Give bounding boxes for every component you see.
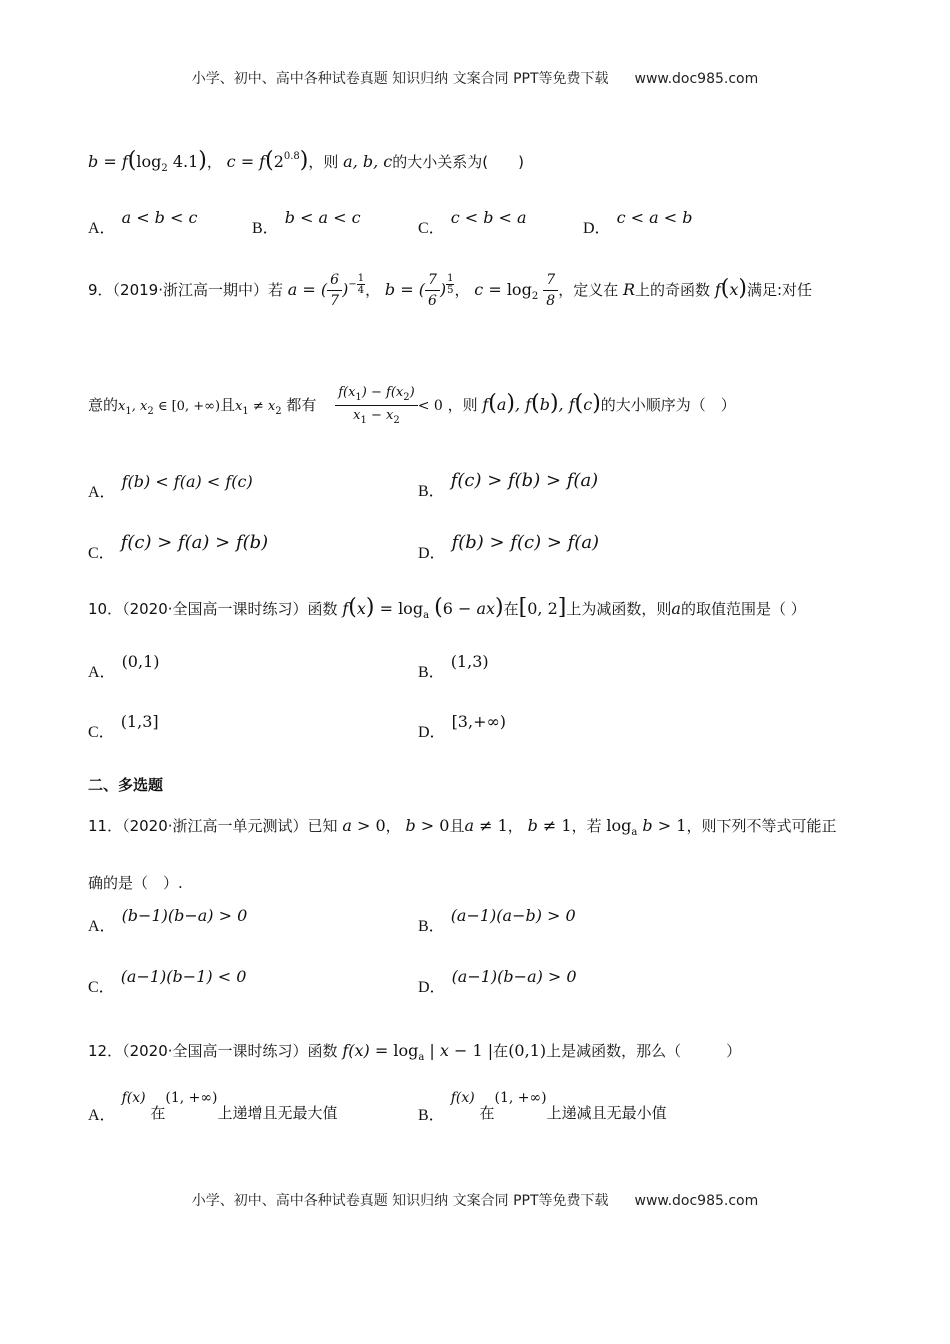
q12-option-b[interactable] — [418, 1090, 667, 1125]
option-expr: f(c) > f(a) > f(b) — [120, 532, 269, 553]
q12-stem — [88, 1040, 741, 1063]
question-number: 10． — [88, 600, 123, 618]
q8-tail: 的大小关系为( ) — [392, 153, 524, 171]
q8-option-c[interactable] — [418, 208, 527, 238]
text-qie: 且 — [220, 396, 236, 414]
q10-a: a — [671, 599, 681, 618]
q8-stem: $b = f(\log_2$ 4.1)， $c = f(2^{0.8})$，则 a, b, c的大小关系为( ) — [88, 148, 524, 174]
q11-option-d[interactable] — [418, 967, 577, 997]
text-zai: 在 — [493, 1042, 509, 1060]
option-label: C． — [88, 979, 115, 996]
text-douyou: 都有 — [286, 396, 317, 414]
option-expr: (a−1)(a−b) > 0 — [450, 906, 576, 925]
section-title: 二、多选题 — [88, 776, 164, 794]
q9-option-a[interactable] — [88, 472, 253, 502]
option-text: 上递增且无最大值 — [217, 1104, 338, 1122]
option-label: D． — [418, 724, 446, 741]
q12-option-a[interactable] — [88, 1090, 338, 1125]
option-expr: (1,3) — [450, 652, 489, 671]
option-label: B． — [252, 220, 279, 237]
question-source: （2020·浙江高一单元测试） — [122, 817, 308, 835]
option-label: A． — [88, 918, 116, 935]
option-interval: (1, +∞) — [494, 1090, 547, 1106]
question-source: （2019·浙江高一期中） — [112, 281, 268, 299]
option-expr: [3,+∞) — [451, 712, 507, 731]
option-expr: c < a < b — [616, 208, 693, 227]
header-text: 小学、初中、高中各种试卷真题 知识归纳 文案合同 PPT等免费下载 — [191, 71, 609, 87]
text-order: 的大小顺序为（ ） — [600, 396, 736, 414]
q8-b-expr: $b = f(\log_2$ 4.1) — [88, 148, 207, 174]
option-label: B． — [418, 918, 445, 935]
q9-fabc: f(a), f(b), f(c) — [482, 391, 601, 416]
q12-function: $f(x) = \log_a$ | x − 1 | — [342, 1041, 494, 1063]
q8-c-expr: $c = f(2^{0.8})$ — [226, 148, 309, 173]
option-expr: (b−1)(b−a) > 0 — [121, 906, 248, 925]
q9-domain: $x_1$, $x_2$ ∈ [0, +∞) — [118, 399, 221, 417]
text-decreasing: 上为减函数，则 — [566, 600, 672, 618]
q10-stem — [88, 595, 806, 621]
q9-lt-zero: < 0 — [417, 398, 443, 414]
option-label: D． — [583, 220, 611, 237]
option-label: A． — [88, 484, 116, 501]
option-expr: f(c) > f(b) > f(a) — [450, 470, 599, 491]
q8-option-b[interactable] — [252, 208, 361, 238]
option-label: B． — [418, 483, 445, 500]
option-interval: (1, +∞) — [165, 1090, 218, 1106]
q8-option-d[interactable] — [583, 208, 692, 238]
page-header — [0, 68, 950, 88]
q9-b-expr: b = ( $\frac{7}{6}$ ) $^{\frac{1}{5}}$ — [384, 272, 454, 309]
text-then: ，则下列不等式可能正 — [686, 817, 837, 835]
q11-a-neq: a ≠ 1 — [464, 816, 508, 835]
q9-option-b[interactable] — [418, 470, 598, 501]
q10-option-b[interactable] — [418, 652, 489, 682]
option-expr: f(b) < f(a) < f(c) — [121, 472, 253, 491]
q11-b-neq: b ≠ 1 — [527, 816, 572, 835]
option-label: A． — [88, 220, 116, 237]
text-ruo: 若 — [268, 281, 284, 299]
option-expr: b < a < c — [284, 208, 361, 227]
q11-a-pos: a > 0 — [342, 816, 386, 835]
footer-site: www.doc985.com — [634, 1193, 759, 1209]
question-number: 12． — [88, 1042, 123, 1060]
option-fx: f(x) — [450, 1090, 475, 1106]
q10-option-a[interactable] — [88, 652, 160, 682]
question-number: 9． — [88, 281, 113, 299]
option-label: C． — [88, 724, 115, 741]
option-label: A． — [88, 664, 116, 681]
footer-text: 小学、初中、高中各种试卷真题 知识归纳 文案合同 PPT等免费下载 — [191, 1193, 609, 1209]
option-expr: c < b < a — [450, 208, 527, 227]
option-expr: (a−1)(b−a) > 0 — [451, 967, 577, 986]
text-define: ，定义在 — [558, 281, 619, 299]
option-expr: (0,1) — [121, 652, 160, 671]
header-site: www.doc985.com — [634, 71, 759, 87]
text-zai: 在 — [503, 600, 519, 618]
q9-neq: $x_1 \ne x_2$ — [235, 399, 282, 417]
text-ruo: ，若 — [571, 817, 602, 835]
q11-stem-line1: 11．（2020·浙江高一单元测试）已知 a > 0， b > 0且a ≠ 1， b ≠ 1，若 $\log_a b > 1$，则下列不等式可能正 — [88, 816, 837, 838]
q8-option-a[interactable] — [88, 208, 197, 238]
text-range: 的取值范围是（ ） — [680, 600, 806, 618]
option-expr: a < b < c — [121, 208, 198, 227]
text-on-odd: 上的奇函数 — [635, 281, 711, 299]
q9-R: R — [623, 280, 636, 299]
q9-a-expr: a = ( $\frac{6}{7}$ )$^{- \frac{1}{4}}$ — [287, 272, 365, 309]
option-label: C． — [418, 220, 445, 237]
option-text: 上递减且无最小值 — [546, 1104, 667, 1122]
q9-stem-line2: 意的$x_1$, $x_2$ ∈ [0, +∞)且$x_1 \ne x_2$ 都有 $\frac{f(x_1) - f(x_2)}{x_1 - x_2}$ < 0 ，则 f(a), f(b), f(c)的大小顺序为（ ） — [88, 385, 736, 426]
text-func: 函数 — [307, 1042, 338, 1060]
option-expr: (a−1)(b−1) < 0 — [120, 967, 247, 986]
option-expr: (1,3] — [120, 712, 159, 731]
q11-option-b[interactable] — [418, 906, 576, 936]
q11-log: $\log_a b > 1$ — [606, 816, 687, 838]
text-rest: 上是减函数，那么（ ） — [546, 1042, 742, 1060]
option-label: C． — [88, 545, 115, 562]
question-source: （2020·全国高一课时练习） — [122, 600, 308, 618]
q11-option-a[interactable] — [88, 906, 247, 936]
option-label: A． — [88, 1107, 116, 1124]
question-number: 11． — [88, 817, 123, 835]
text-func: 函数 — [307, 600, 338, 618]
q10-option-d[interactable] — [418, 712, 506, 742]
question-source: （2020·全国高一课时练习） — [122, 1042, 308, 1060]
q10-interval: [0, 2] — [518, 595, 567, 620]
option-fx: f(x) — [121, 1090, 146, 1106]
q9-fx: f(x) — [714, 276, 747, 301]
q9-stem-line1: 9．（2019·浙江高一期中）若 a = ( $\frac{6}{7}$ )$^{- \frac{1}{4}}$， b = ( $\frac{7}{6}$ ) $^{\frac{1}{5}}$， $c = \log_2$ $\frac{7}{8}$ ，定义在 R上的奇函数 f(x)满足:对任 — [88, 272, 813, 309]
option-label: B． — [418, 664, 445, 681]
q9-difference-quotient: $\frac{f(x_1) - f(x_2)}{x_1 - x_2}$ — [335, 385, 418, 426]
q12-interval: (0,1) — [508, 1041, 547, 1060]
text-zai: 在 — [479, 1104, 495, 1122]
text-yide: 意的 — [88, 396, 119, 414]
option-expr: f(b) > f(c) > f(a) — [451, 532, 600, 553]
page-footer — [0, 1190, 950, 1210]
text-satisfy: 满足:对任 — [746, 281, 813, 299]
q8-abc: a, b, c — [343, 152, 393, 171]
q10-option-c[interactable] — [88, 712, 159, 742]
option-label: B． — [418, 1107, 445, 1124]
option-label: D． — [418, 545, 446, 562]
option-label: D． — [418, 979, 446, 996]
q11-option-c[interactable] — [88, 967, 246, 997]
text-zai: 在 — [150, 1104, 166, 1122]
q9-option-d[interactable] — [418, 532, 599, 563]
q10-function: $f(x) = \log_a (6 - ax)$ — [342, 595, 504, 621]
q11-stem-line2: 确的是（ ）. — [88, 874, 183, 892]
q9-option-c[interactable] — [88, 532, 268, 563]
text-known: 已知 — [307, 817, 338, 835]
text-qie: 且 — [449, 817, 465, 835]
q9-c-expr: $c = \log_2$ $\frac{7}{8}$ — [474, 280, 558, 299]
q11-b-pos: b > 0 — [405, 816, 450, 835]
